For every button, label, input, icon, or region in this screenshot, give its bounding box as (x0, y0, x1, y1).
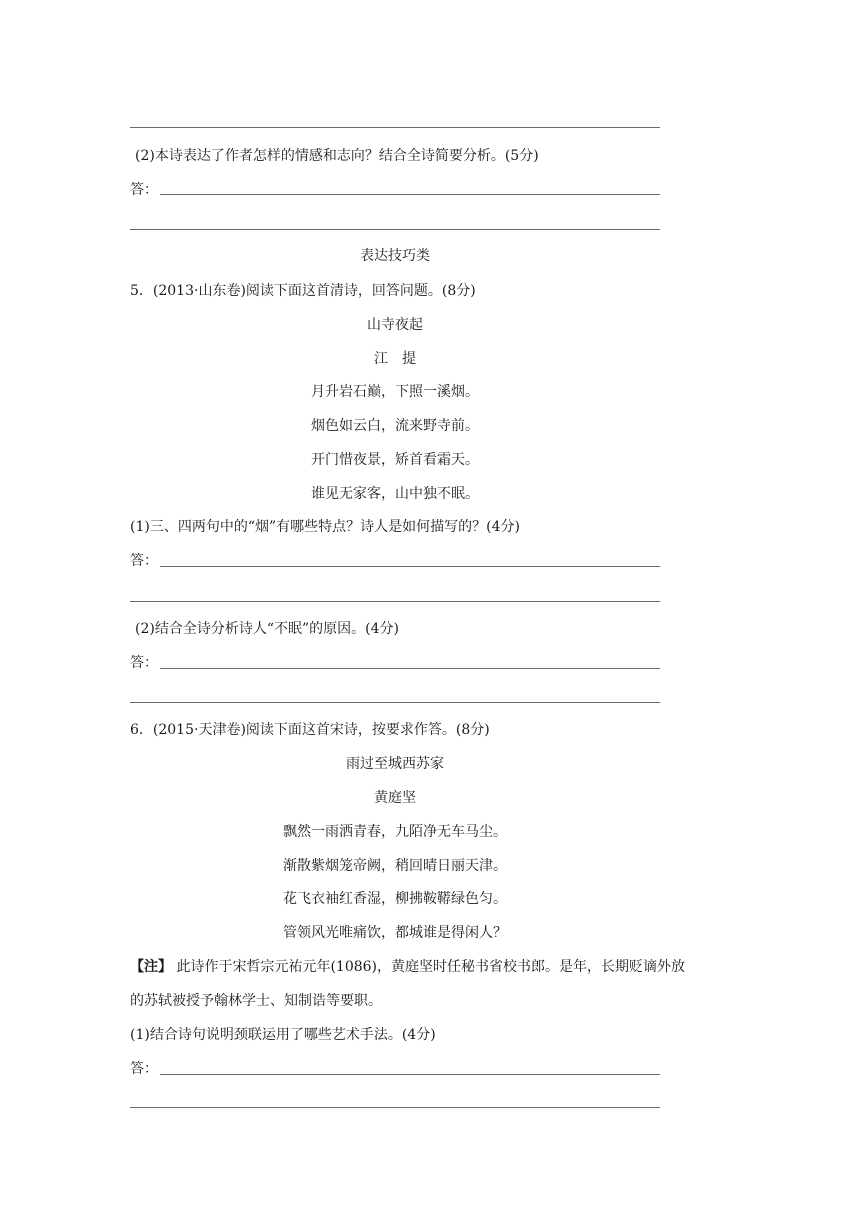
answer-label: 答： (130, 553, 158, 569)
poem-line: 月升岩石巅，下照一溪烟。 (311, 384, 479, 400)
poem-title: 山寺夜起 (367, 317, 423, 333)
poem-line: 烟色如云白，流来野寺前。 (311, 418, 479, 434)
question-header: 6．(2015·天津卷)阅读下面这首宋诗，按要求作答。(8分) (130, 722, 490, 738)
answer-label: 答： (130, 655, 158, 671)
answer-label: 答： (130, 1061, 158, 1077)
poem-line: 花飞衣袖红香湿，柳拂鞍鞯绿色匀。 (283, 891, 507, 907)
answer-line (130, 127, 660, 128)
note-text-continued: 的苏轼被授予翰林学士、知制诰等要职。 (130, 993, 382, 1009)
answer-line (130, 229, 660, 230)
question-prompt: (1)结合诗句说明颈联运用了哪些艺术手法。(4分) (130, 1027, 436, 1043)
question-prompt: (1)三、四两句中的“烟”有哪些特点？诗人是如何描写的？(4分) (130, 519, 520, 535)
poem-author: 黄庭坚 (374, 790, 416, 806)
note-label: 【注】 (130, 959, 172, 975)
answer-line (130, 1107, 660, 1108)
answer-line (160, 194, 660, 195)
question-prompt: (2)结合全诗分析诗人“不眠”的原因。(4分) (135, 621, 399, 637)
question-header: 5．(2013·山东卷)阅读下面这首清诗，回答问题。(8分) (130, 283, 476, 299)
poem-line: 谁见无家客，山中独不眠。 (311, 486, 479, 502)
poem-line: 渐散紫烟笼帝阙，稍回晴日丽天津。 (283, 858, 507, 874)
section-title: 表达技巧类 (360, 248, 430, 264)
question-prompt: (2)本诗表达了作者怎样的情感和志向？结合全诗简要分析。(5分) (135, 148, 539, 164)
answer-line (160, 668, 660, 669)
poem-line: 开门惜夜景，矫首看霜天。 (311, 452, 479, 468)
answer-line (130, 702, 660, 703)
answer-line (160, 1074, 660, 1075)
note-text: 此诗作于宋哲宗元祐元年(1086)，黄庭坚时任秘书省校书郎。是年，长期贬谪外放 (176, 959, 686, 975)
answer-line (160, 566, 660, 567)
note-paragraph (130, 957, 685, 977)
poem-title: 雨过至城西苏家 (346, 756, 444, 772)
poem-line: 管领风光唯痛饮，都城谁是得闲人？ (283, 925, 507, 941)
poem-author: 江 提 (374, 351, 416, 367)
answer-line (130, 601, 660, 602)
answer-label: 答： (130, 182, 158, 198)
poem-line: 飘然一雨洒青春，九陌净无车马尘。 (283, 824, 507, 840)
